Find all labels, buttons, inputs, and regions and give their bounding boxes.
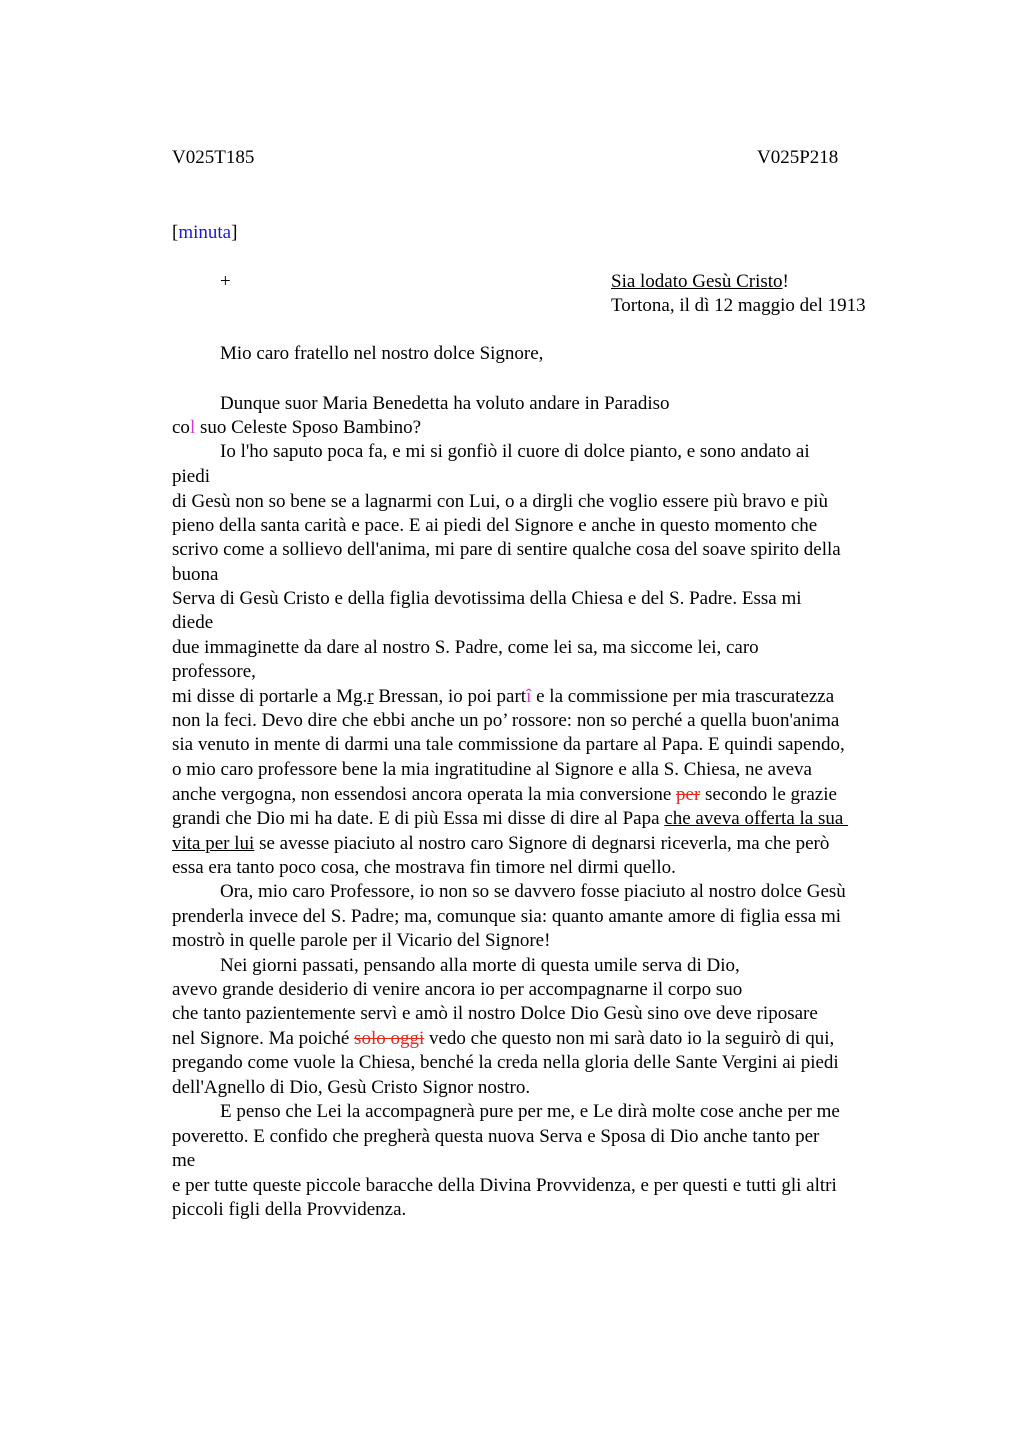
text-line: e per tutte queste piccole baracche della Divina Provvidenza, e per questi e tutti gli altri xyxy=(172,1175,837,1196)
text-line: Ora, mio caro Professore, io non so se davvero fosse piaciuto al nostro dolce Gesù xyxy=(220,881,846,902)
text-run: Bressan, io poi part xyxy=(373,686,527,707)
praise-exclamation: ! xyxy=(782,271,789,292)
text-line: dell'Agnello di Dio, Gesù Cristo Signor nostro. xyxy=(172,1077,531,1098)
text-line: Dunque suor Maria Benedetta ha voluto andare in Paradiso xyxy=(220,393,670,414)
place-date: Tortona, il dì 12 maggio del 1913 xyxy=(611,295,866,316)
text-line: essa era tanto poco cosa, che mostrava fin timore nel dirmi quello. xyxy=(172,857,676,878)
tag-open-bracket: [ xyxy=(172,222,179,243)
text-line: piccoli figli della Provvidenza. xyxy=(172,1199,407,1220)
text-line: prenderla invece del S. Padre; ma, comunque sia: quanto amante amore di figlia essa mi xyxy=(172,906,841,927)
text-line: piedi xyxy=(172,466,210,487)
text-line: o mio caro professore bene la mia ingratitudine al Signore e alla S. Chiesa, ne aveva xyxy=(172,759,812,780)
text-run: grandi che Dio mi ha date. E di più Essa mi disse di dire al Papa xyxy=(172,808,665,829)
deleted-word: per xyxy=(676,784,701,805)
inserted-letter: î xyxy=(526,686,532,707)
praise-line xyxy=(611,270,789,294)
text-line: Serva di Gesù Cristo e della figlia devotissima della Chiesa e del S. Padre. Essa mi xyxy=(172,588,802,609)
text-run: nel Signore. Ma poiché xyxy=(172,1028,355,1049)
text-line xyxy=(172,832,829,856)
text-line: pieno della santa carità e pace. E ai piedi del Signore e anche in questo momento che xyxy=(172,515,818,536)
text-line: E penso che Lei la accompagnerà pure per me, e Le dirà molte cose anche per me xyxy=(220,1101,840,1122)
underlined-phrase: vita per lui xyxy=(172,833,255,854)
text-run: mi disse di portarle a Mg. xyxy=(172,686,368,707)
tag-close-bracket: ] xyxy=(231,222,238,243)
text-line: diede xyxy=(172,612,214,633)
text-run: co xyxy=(172,417,190,438)
text-line: mostrò in quelle parole per il Vicario del Signore! xyxy=(172,930,551,951)
minuta-tag xyxy=(172,221,237,245)
inserted-letter: l xyxy=(189,417,196,438)
text-line: Io l'ho saputo poca fa, e mi si gonfiò il cuore di dolce pianto, e sono andato ai xyxy=(220,441,810,462)
text-line: scrivo come a sollievo dell'anima, mi pare di sentire qualche cosa del soave spirito della xyxy=(172,539,841,560)
tag-label: minuta xyxy=(178,222,232,243)
greeting: Mio caro fratello nel nostro dolce Signore, xyxy=(220,343,544,364)
text-line: sia venuto in mente di darmi una tale commissione da partare al Papa. E quindi sapendo, xyxy=(172,734,845,755)
text-line xyxy=(172,416,421,440)
text-line: che tanto pazientemente servì e amò il nostro Dolce Dio Gesù sino ove deve riposare xyxy=(172,1003,818,1024)
text-line: avevo grande desiderio di venire ancora io per accompagnarne il corpo suo xyxy=(172,979,743,1000)
text-run: suo Celeste Sposo Bambino? xyxy=(195,417,422,438)
text-run: se avesse piaciuto al nostro caro Signore di degnarsi riceverla, ma che però xyxy=(254,833,830,854)
text-line xyxy=(172,1027,834,1051)
text-line: non la feci. Devo dire che ebbi anche un po’ rossore: non so perché a quella buon'anima xyxy=(172,710,840,731)
text-line: due immaginette da dare al nostro S. Padre, come lei sa, ma siccome lei, caro xyxy=(172,637,759,658)
text-line: me xyxy=(172,1150,196,1171)
deleted-word: solo oggi xyxy=(354,1028,425,1049)
text-line: Nei giorni passati, pensando alla morte di questa umile serva di Dio, xyxy=(220,955,740,976)
text-line xyxy=(172,685,834,709)
text-run: anche vergogna, non essendosi ancora operata la mia conversione xyxy=(172,784,677,805)
text-line: poveretto. E confido che pregherà questa nuova Serva e Sposa di Dio anche tanto per xyxy=(172,1126,820,1147)
text-line: buona xyxy=(172,564,219,585)
text-run: secondo le grazie xyxy=(700,784,837,805)
superscript-r: r xyxy=(367,686,374,707)
document-code-right: V025P218 xyxy=(757,147,839,168)
praise-text: Sia lodato Gesù Cristo xyxy=(611,271,783,292)
document-code-left: V025T185 xyxy=(172,147,255,168)
text-line: pregando come vuole la Chiesa, benché la creda nella gloria delle Sante Vergini ai piedi xyxy=(172,1052,839,1073)
underlined-phrase: che aveva offerta la sua xyxy=(664,808,849,829)
text-run: e la commissione per mia trascuratezza xyxy=(531,686,835,707)
text-run: vedo che questo non mi sarà dato io la seguirò di qui, xyxy=(424,1028,835,1049)
text-line xyxy=(172,783,837,807)
text-line: di Gesù non so bene se a lagnarmi con Lui, o a dirgli che voglio essere più bravo e più xyxy=(172,491,829,512)
cross-symbol: + xyxy=(220,271,231,292)
text-line: professore, xyxy=(172,661,256,682)
text-line xyxy=(172,807,848,831)
